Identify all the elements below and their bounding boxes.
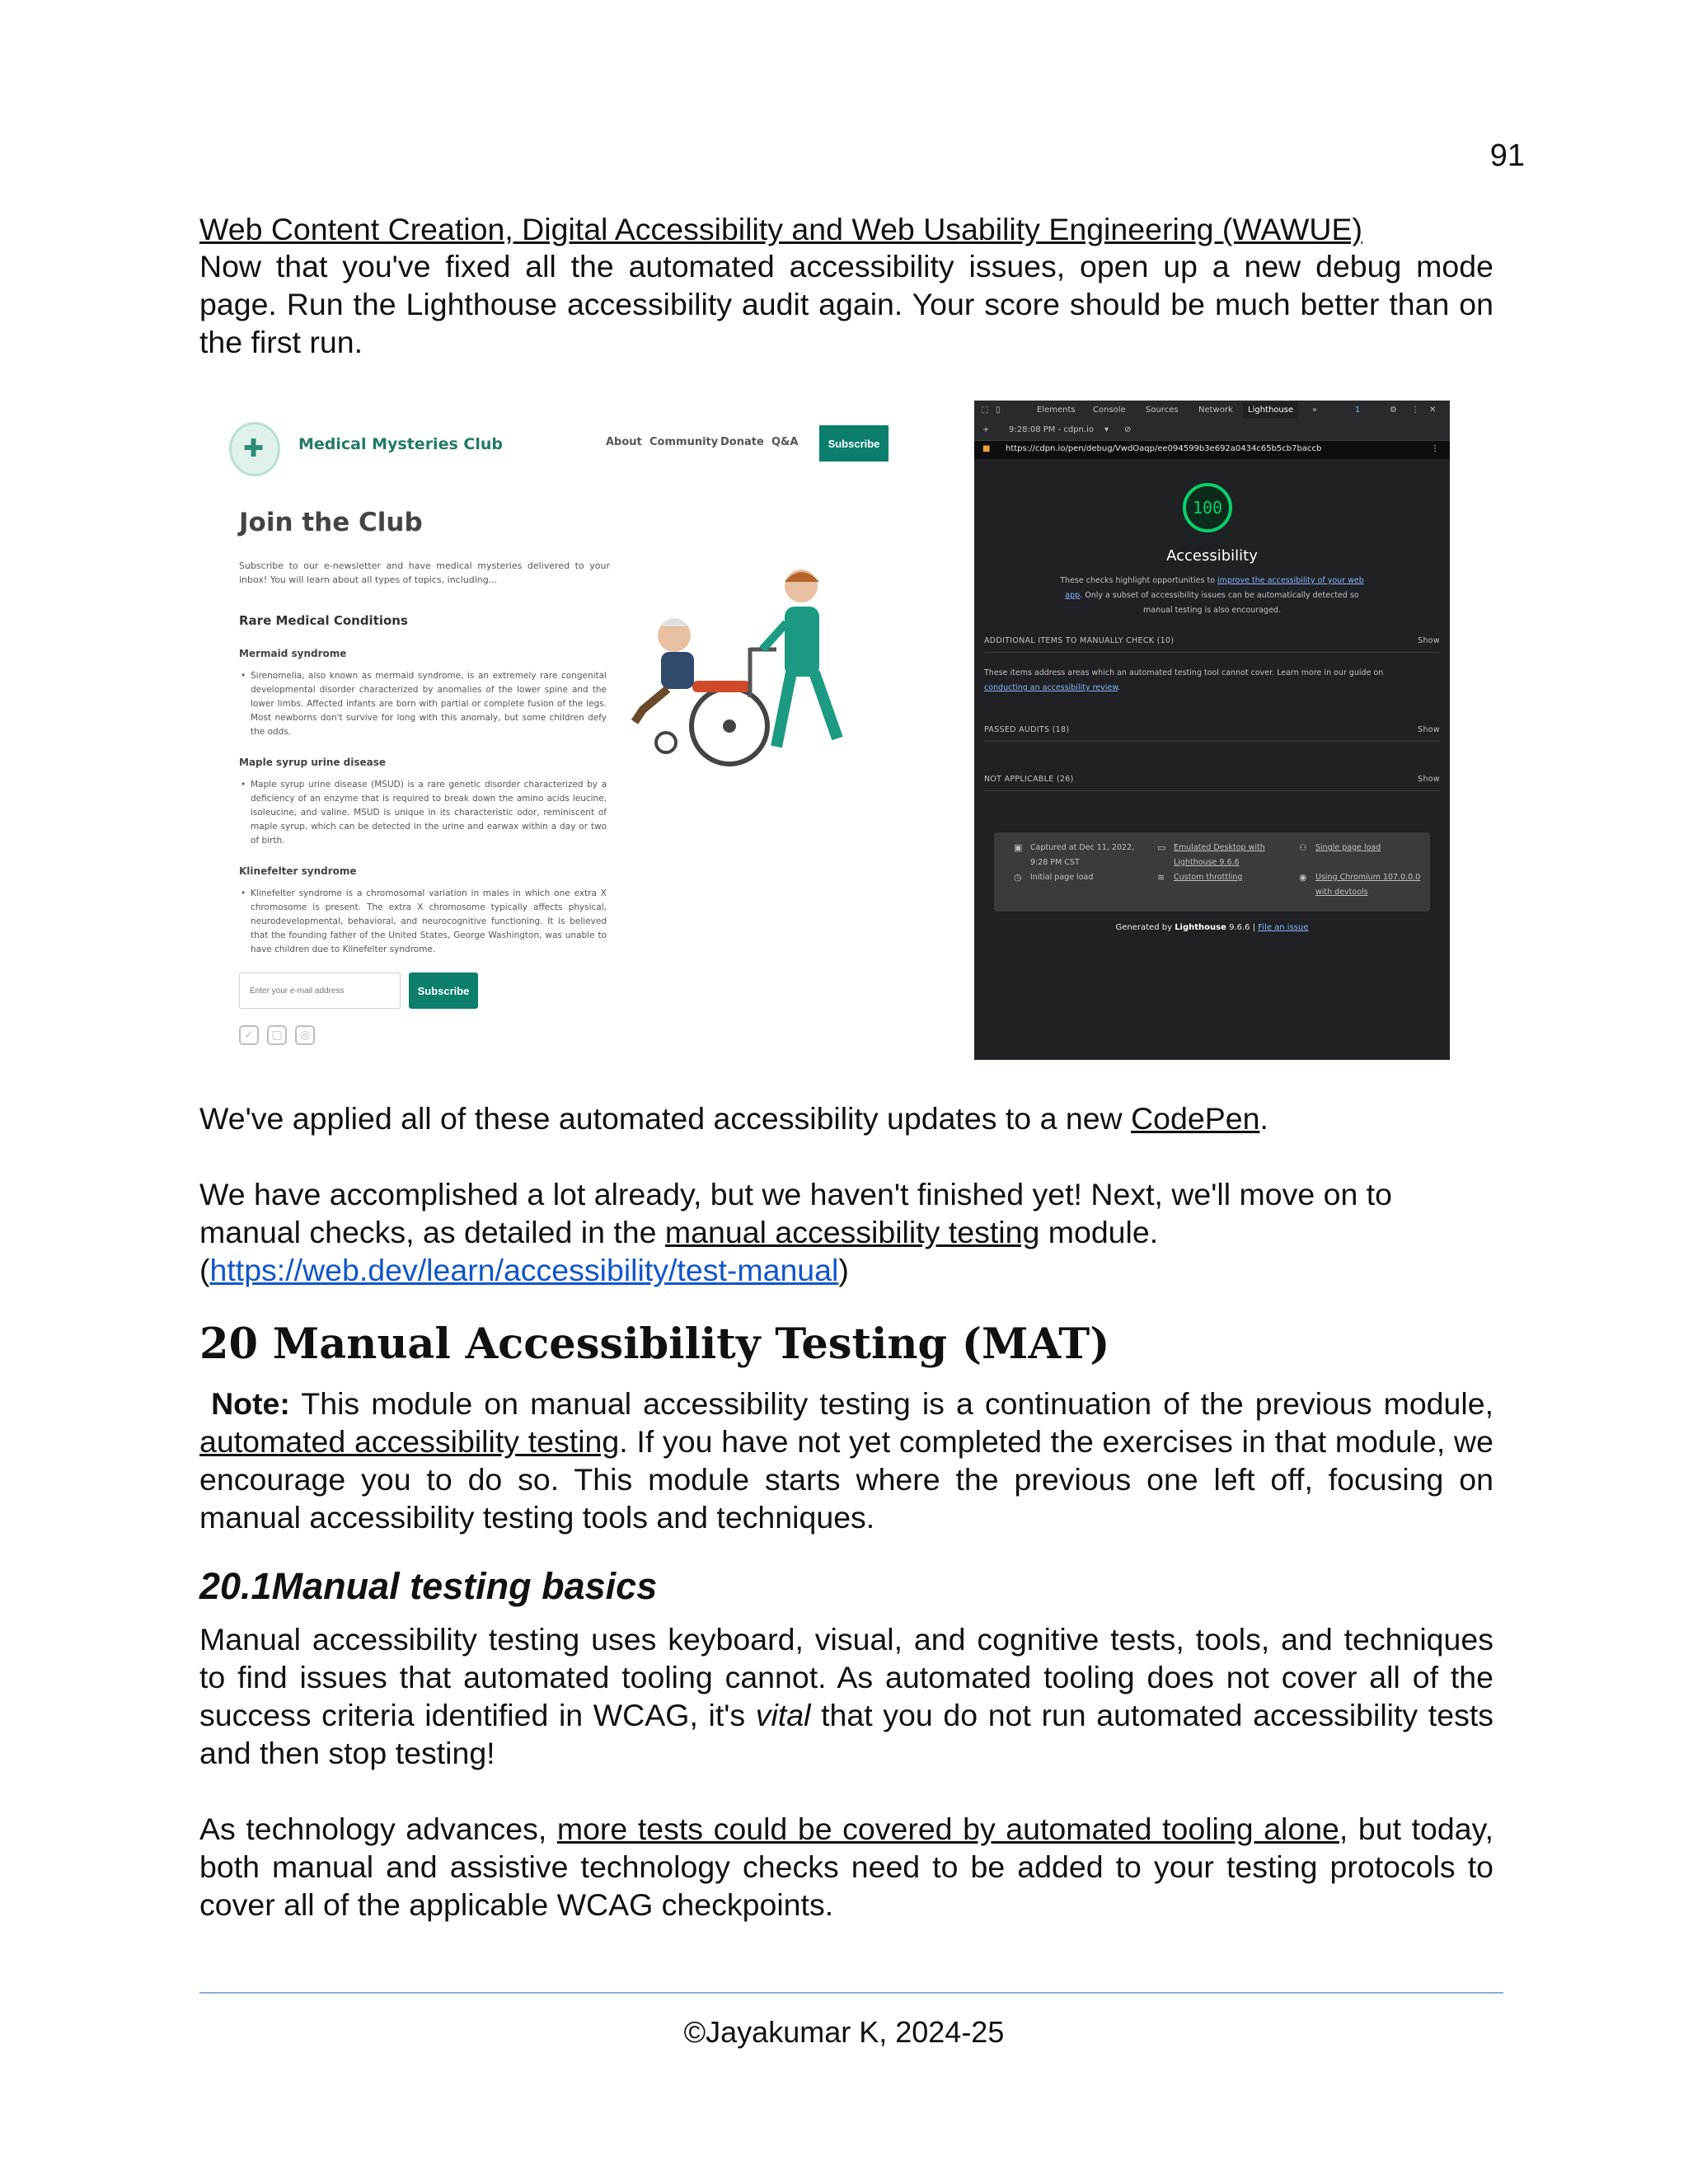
join-intro: Subscribe to our e-newsletter and have medical mysteries delivered to your inbox! You will learn about all types of topics, including... <box>239 560 610 585</box>
devtools-tabbar <box>974 401 1450 423</box>
basics-paragraph <box>199 1620 1493 1772</box>
desc-text: These checks highlight opportunities to <box>1060 576 1218 585</box>
twitch-icon[interactable]: ▢ <box>267 1025 287 1045</box>
tech-text: As technology advances, <box>199 1811 557 1846</box>
nav-donate[interactable]: Donate <box>720 436 764 448</box>
subsection-number: 20.1 <box>199 1565 272 1607</box>
footer-divider <box>199 1992 1503 1994</box>
chevron-down-icon[interactable]: ▾ <box>1104 425 1109 434</box>
manual-review-link[interactable]: conducting an accessibility review <box>984 683 1118 692</box>
manual-heading: ADDITIONAL ITEMS TO MANUALLY CHECK (10) <box>984 636 1175 645</box>
nav-about[interactable]: About <box>606 436 642 448</box>
file-issue-link[interactable]: File an issue <box>1258 923 1309 932</box>
subsection-title: Manual testing basics <box>271 1565 658 1607</box>
initial-load-info: ◷ Initial page load <box>1014 870 1146 885</box>
issues-badge[interactable]: 1 <box>1355 405 1361 415</box>
lighthouse-screenshot <box>974 401 1450 1060</box>
calendar-icon: ▣ <box>1014 842 1023 853</box>
url-close-paren: ) <box>838 1253 849 1287</box>
automated-tooling-link[interactable]: more tests could be covered by automated tooling alone <box>556 1811 1339 1846</box>
score-gauge: 100 <box>1183 483 1232 532</box>
subsection-heading <box>199 1563 657 1610</box>
email-subscribe-button[interactable]: Subscribe <box>409 972 478 1009</box>
note-text-end: . If you have not yet completed the exercises in that module, we encourage you to do so. This module starts where the previous one left off, focusing on manual accessibility testing tools and techniques. <box>199 1424 1493 1535</box>
accomplished-text-end: module. <box>1039 1215 1159 1249</box>
nav-community[interactable]: Community <box>649 436 719 448</box>
manual-body-end: . <box>1118 683 1121 692</box>
passed-show-toggle[interactable]: Show <box>1418 725 1440 734</box>
generated-prefix: Generated by <box>1115 923 1175 932</box>
intro-paragraph: Now that you've fixed all the automated accessibility issues, open up a new debug mode page. Run the Lighthouse accessibility audit again. Your score should be much better than on the first run. <box>199 249 1493 359</box>
na-heading: NOT APPLICABLE (26) <box>984 775 1074 784</box>
timer-icon: ◷ <box>1014 872 1022 883</box>
basics-text: Manual accessibility testing uses keyboard, visual, and cognitive tests, tools, and techniques to find issues that automated tooling cannot. As automated tooling does not cover all of the success criteria identified in WCAG, it's <box>199 1622 1493 1732</box>
accomplished-text: We have accomplished a lot already, but we haven't finished yet! Next, we'll move on to manual checks, as detailed in the <box>199 1177 1393 1249</box>
section-heading <box>199 1319 1109 1370</box>
tab-sources[interactable]: Sources <box>1146 405 1179 415</box>
condition-text: • Klinefelter syndrome is a chromosomal variation in males in which one extra X chromosome is present. The extra X chromosome typically affects physical, neurodevelopmental, behavioral, and neurocognitive functioning. It is believed that the founding father of the United States, George Washington, was unable to have children due to Klinefelter syndrome. <box>239 887 607 957</box>
manual-testing-link[interactable]: manual accessibility testing <box>664 1215 1040 1249</box>
email-input[interactable] <box>239 972 401 1009</box>
basics-text-end: that you do not run automated accessibility tests and then stop testing! <box>199 1698 1493 1770</box>
note-paragraph <box>199 1385 1493 1536</box>
desc-link[interactable]: improve the accessibility of your web app <box>1065 576 1364 600</box>
applied-paragraph <box>199 1099 1493 1137</box>
logo-icon: ✚ <box>243 434 265 463</box>
applied-text: We've applied all of these automated accessibility updates to a new <box>199 1101 1132 1136</box>
generated-version: 9.6.6 | <box>1226 923 1259 932</box>
url-menu-icon[interactable]: ⋮ <box>1431 444 1439 453</box>
manual-checks-section[interactable] <box>984 636 1440 653</box>
captured-info: ▣ Captured at Dec 11, 2022, 9:28 PM CST <box>1014 842 1135 867</box>
gear-icon[interactable]: ⚙ <box>1390 405 1397 415</box>
automated-testing-link[interactable]: automated accessibility testing <box>199 1424 620 1459</box>
wheelchair-illustration <box>626 557 849 771</box>
single-page-info[interactable]: ⚇ Single page load <box>1299 841 1439 855</box>
instagram-icon[interactable]: ◎ <box>295 1025 315 1045</box>
manual-body-text: These items address areas which an automated testing tool cannot cover. Learn more in our guide on <box>984 668 1384 677</box>
club-logo <box>229 422 280 476</box>
nav-subscribe-button[interactable]: Subscribe <box>819 425 889 462</box>
not-applicable-section[interactable] <box>984 775 1440 791</box>
run-metadata <box>994 832 1430 912</box>
tab-console[interactable]: Console <box>1093 405 1126 415</box>
codepen-link[interactable]: CodePen <box>1131 1101 1260 1136</box>
applied-text-end: . <box>1259 1101 1268 1136</box>
section-title: Manual Accessibility Testing (MAT) <box>272 1319 1110 1369</box>
laptop-icon: ▭ <box>1157 842 1166 853</box>
section-number: 20 <box>199 1319 258 1369</box>
desc-text-end: . Only a subset of accessibility issues can be automatically detected so manual testing is also encouraged. <box>1080 591 1359 615</box>
passed-heading: PASSED AUDITS (18) <box>984 725 1070 734</box>
nav-qa[interactable]: Q&A <box>771 436 799 448</box>
url-bar <box>974 441 1450 459</box>
note-label: Note: <box>211 1386 290 1421</box>
manual-show-toggle[interactable]: Show <box>1418 636 1440 645</box>
header-link[interactable]: Web Content Creation, Digital Accessibility and Web Usability Engineering (WAWUE) <box>199 212 1362 246</box>
join-title: Join the Club <box>239 508 423 537</box>
category-title: Accessibility <box>1166 547 1258 565</box>
chrome-icon: ◉ <box>1299 872 1307 883</box>
generated-by <box>974 923 1450 932</box>
chromium-info[interactable]: ◉ Using Chromium 107.0.0.0 with devtools <box>1299 872 1421 897</box>
emulated-info[interactable]: ▭ Emulated Desktop with Lighthouse 9.6.6 <box>1157 842 1265 867</box>
throttling-info[interactable]: ≋ Custom throttling <box>1157 870 1297 885</box>
site-name[interactable]: Medical Mysteries Club <box>298 435 503 453</box>
condition-name: Maple syrup urine disease <box>239 757 387 768</box>
basics-emphasis: vital <box>755 1698 811 1732</box>
report-bar <box>974 422 1450 441</box>
tab-elements[interactable]: Elements <box>1037 405 1076 415</box>
inspect-icon[interactable]: ⬚ <box>981 405 989 415</box>
manual-checks-body <box>984 666 1429 696</box>
na-show-toggle[interactable]: Show <box>1418 775 1440 784</box>
tech-text-end: , but today, both manual and assistive technology checks need to be added to your testing protocols to cover all of the applicable WCAG checkpoints. <box>199 1811 1493 1922</box>
users-icon: ⚇ <box>1299 842 1307 853</box>
more-tabs-icon[interactable]: » <box>1312 405 1318 415</box>
audited-url[interactable]: https://cdpn.io/pen/debug/VwdOaqp/ee094599b3e692a0434c65b5cb7baccb <box>1006 444 1322 453</box>
passed-audits-section[interactable] <box>984 725 1440 742</box>
note-text: This module on manual accessibility testing is a continuation of the previous module, <box>289 1386 1493 1421</box>
device-icon[interactable]: ▯ <box>996 405 1001 415</box>
twitter-icon[interactable]: ✓ <box>239 1025 259 1045</box>
wifi-icon: ≋ <box>1157 872 1165 883</box>
accomplished-paragraph <box>199 1175 1493 1289</box>
condition-text: • Sirenomelia, also known as mermaid syndrome, is an extremely rare congenital developmental disorder characterized by anomalies of the lower spine and the lower limbs. Affected infants are born with partial or complete fusion of the legs. Most newborns don't survive for long with this anomaly, but some children defy the odds. <box>239 669 607 739</box>
url-open-paren: ( <box>199 1253 210 1287</box>
generated-tool: Lighthouse <box>1175 923 1226 932</box>
kebab-menu-icon[interactable]: ⋮ <box>1411 405 1419 415</box>
technology-paragraph <box>199 1810 1493 1924</box>
report-time[interactable]: 9:28:08 PM - cdpn.io <box>1009 425 1094 434</box>
website-screenshot <box>199 401 900 1060</box>
tab-network[interactable]: Network <box>1198 405 1233 415</box>
test-manual-url-link[interactable]: https://web.dev/learn/accessibility/test-manual <box>209 1253 839 1287</box>
category-description <box>1057 574 1367 618</box>
add-report-icon[interactable]: + <box>982 425 990 434</box>
close-icon[interactable]: ✕ <box>1429 405 1437 415</box>
conditions-heading: Rare Medical Conditions <box>239 613 408 628</box>
tab-lighthouse[interactable]: Lighthouse <box>1243 402 1298 419</box>
page-number: 91 <box>1489 138 1525 173</box>
footer-copyright: ©Jayakumar K, 2024-25 <box>683 2015 1005 2049</box>
condition-name: Klinefelter syndrome <box>239 865 357 877</box>
clear-icon[interactable]: ⊘ <box>1124 425 1132 434</box>
condition-text: • Maple syrup urine disease (MSUD) is a rare genetic disorder characterized by a deficiency of an enzyme that is required to break down the amino acids leucine, isoleucine, and valine. MSUD is unique in its characteristic odor, reminiscent of maple syrup, which can be detected in the urine and earwax within a day or two of birth. <box>239 778 607 848</box>
condition-name: Mermaid syndrome <box>239 648 347 659</box>
codepen-favicon-icon: ■ <box>982 444 991 453</box>
